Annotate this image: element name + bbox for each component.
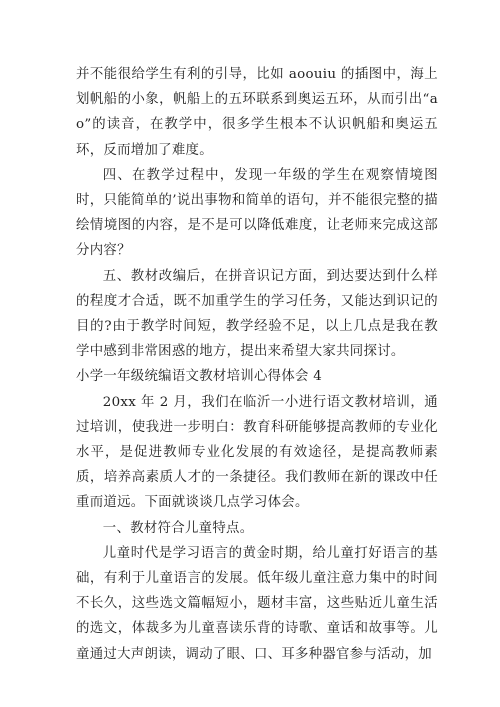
paragraph-intro: 20xx 年 2 月，我们在临沂一小进行语文教材培训，通过培训，使我进一步明白：教育科研能够提高教师的专业化水平，是促进教师专业化发展的有效途径，是提高教师素质，培养高素质人才的一条捷径。我们教师在新的课改中任重而道远。下面就谈谈几点学习体会。 [76, 394, 438, 511]
paragraph-subheading-one: 一、教材符合儿童特点。 [102, 520, 254, 536]
paragraph-continuation: 并不能很给学生有利的引导，比如 aoouiu 的插图中，海上划帆船的小象，帆船上的五环联系到奥运五环，从而引出“ao”的读音，在教学中，很多学生根本不认识帆船和奥运五环，反而增加了难度。 [76, 67, 438, 158]
section-heading: 小学一年级统编语文教材培训心得体会 4 [76, 369, 323, 385]
paragraph-point-four: 四、在教学过程中，发现一年级的学生在观察情境图时，只能简单的’说出事物和简单的语句，并不能很完整的描绘情境图的内容，是不是可以降低难度，让老师来完成这部分内容？ [76, 167, 438, 259]
paragraph-point-five: 五、教材改编后，在拼音识记方面，到达要达到什么样的程度才合适，既不加重学生的学习任务，又能达到识记的目的?由于教学时间短，教学经验不足，以上几点是我在教学中感到非常困惑的地方，提出来希望大家共同探讨。 [76, 268, 438, 360]
document-body [76, 62, 438, 667]
paragraph-body: 儿童时代是学习语言的黄金时期，给儿童打好语言的基础，有利于儿童语言的发展。低年级儿童注意力集中的时间不长久，这些选文篇幅短小，题材丰富，这些贴近儿童生活的选文，体裁多为儿童喜读乐背的诗歌、童话和故事等。儿童通过大声朗读，调动了眼、口、耳多种器官参与活动，加 [76, 545, 438, 662]
